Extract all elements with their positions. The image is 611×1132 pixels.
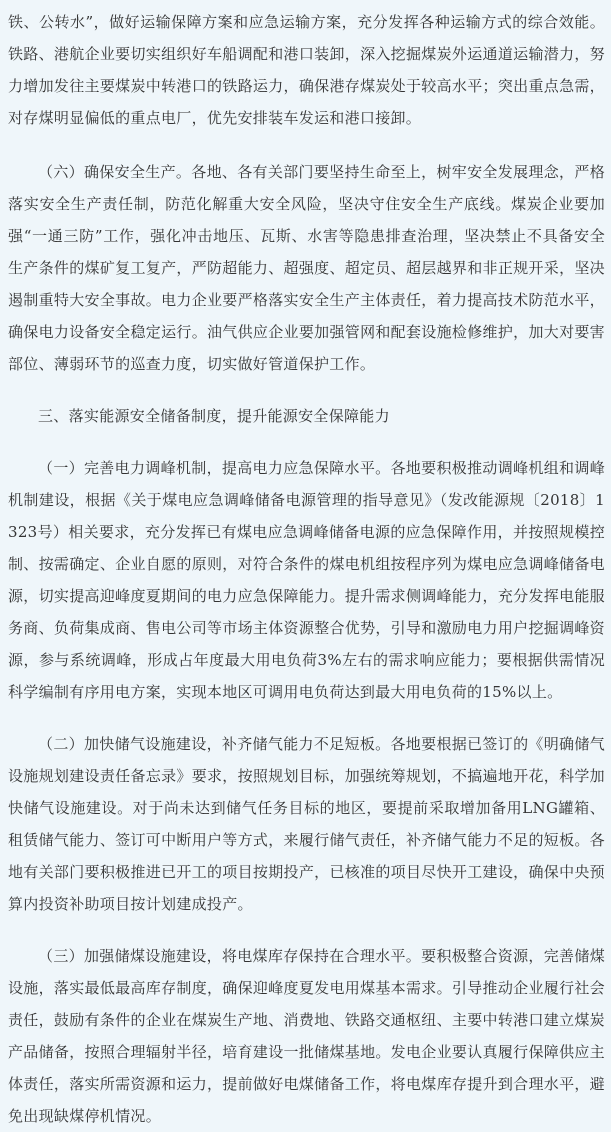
paragraph-gas-storage: （二）加快储气设施建设，补齐储气能力不足短板。各地要根据已签订的《明确储气设施规划建设责任备忘录》要求，按照规划目标，加强统筹规划，不搞遍地开花，科学加快储气设施建设。对于尚未达到储气任务目标的地区，要提前采取增加备用LNG罐箱、租赁储气能力、签订可中断用户等方式，来履行储气责任，补齐储气能力不足的短板。各地有关部门要积极推进已开工的项目按期投产，已核准的项目尽快开工建设，确保中央预算内投资补助项目按计划建成投产。 [8, 735, 605, 913]
paragraph-safety-production: （六）确保安全生产。各地、各有关部门要坚持生命至上，树牢安全发展理念，严格落实安全生产责任制，防范化解重大安全风险，坚决守住安全生产底线。煤炭企业要加强“一通三防”工作，强化冲击地压、瓦斯、水害等隐患排查治理，坚决禁止不具备安全生产条件的煤矿复工复产，严防超能力、超强度、超定员、超层越界和非正规开采，坚决遏制重特大安全事故。电力企业要严格落实安全生产主体责任，着力提高技术防范水平，确保电力设备安全稳定运行。油气供应企业要加强管网和配套设施检修维护，加大对要害部位、薄弱环节的巡查力度，切实做好管道保护工作。 [8, 163, 605, 373]
section-heading-reserve: 三、落实能源安全储备制度，提升能源安全保障能力 [38, 407, 390, 425]
paragraph-spacer [8, 432, 605, 452]
paragraph-spacer [8, 920, 605, 940]
paragraph-coal-storage: （三）加强储煤设施建设，将电煤库存保持在合理水平。要积极整合资源，完善储煤设施，落实最低最高库存制度，确保迎峰度夏发电用煤基本需求。引导推动企业履行社会责任，鼓励有条件的企业在煤炭生产地、消费地、铁路交通枢纽、主要中转港口建立煤炭产品储备，按照合理辐射半径，培育建设一批储煤基地。发电企业要认真履行保障供应主体责任，落实所需资源和运力，提前做好电煤储备工作，将电煤库存提升到合理水平，避免出现缺煤停机情况。 [8, 947, 605, 1125]
paragraph-spacer [8, 708, 605, 728]
paragraph-spacer [8, 134, 605, 156]
paragraph-spacer [8, 380, 605, 400]
paragraph-transport-continued: 铁、公转水”，做好运输保障方案和应急运输方案，充分发挥各种运输方式的综合效能。铁路、港航企业要切实组织好车船调配和港口装卸，深入挖掘煤炭外运通道运输潜力，努力增加发往主要煤炭中转港口的铁路运力，确保港存煤炭处于较高水平；突出重点急需，对存煤明显偏低的重点电厂，优先安排装车发运和港口接卸。 [8, 13, 605, 127]
paragraph-power-peak-shaving: （一）完善电力调峰机制，提高电力应急保障水平。各地要积极推动调峰机组和调峰机制建设，根据《关于煤电应急调峰储备电源管理的指导意见》（发改能源规〔2018〕1323号）相关要求，充分发挥已有煤电应急调峰储备电源的应急保障作用，并按照规模控制、按需确定、企业自愿的原则，对符合条件的煤电机组按程序列为煤电应急调峰储备电源，切实提高迎峰度夏期间的电力应急保障能力。提升需求侧调峰能力，充分发挥电能服务商、负荷集成商、售电公司等市场主体资源整合优势，引导和激励电力用户挖掘调峰资源，参与系统调峰，形成占年度最大用电负荷3%左右的需求响应能力；要根据供需情况科学编制有序用电方案，实现本地区可调用电负荷达到最大用电负荷的15%以上。 [8, 459, 605, 701]
